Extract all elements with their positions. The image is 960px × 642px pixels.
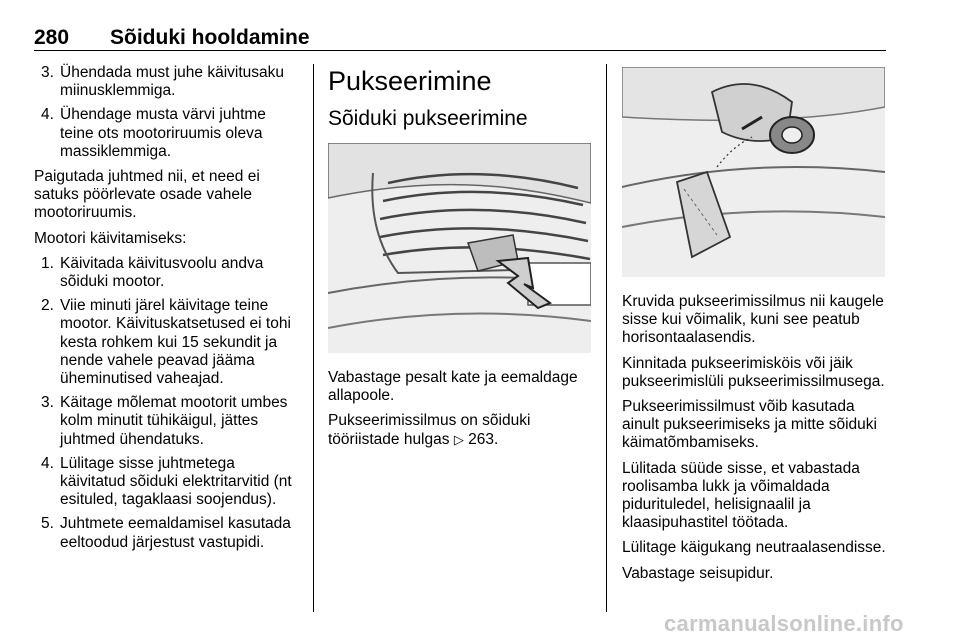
column-divider-2 — [606, 64, 607, 612]
running-title: Sõiduki hooldamine — [110, 26, 310, 49]
paragraph: Mootori käivitamiseks: — [34, 229, 187, 247]
paragraph: Vabastage pesalt kate ja eemaldage allapoole. — [328, 369, 578, 405]
start-engine-steps-list — [34, 255, 302, 552]
page-header — [34, 26, 886, 51]
column-1 — [34, 64, 302, 559]
cable-steps-list — [34, 64, 302, 161]
list-item: 1. Käivitada käivitusvoolu andva sõiduki mootor. — [41, 254, 264, 291]
paragraph: Pukseerimissilmust võib kasutada ainult pukseerimiseks ja mitte sõiduki käimatõmbamiseks. — [622, 398, 877, 452]
towing-eye-illustration — [622, 67, 885, 277]
column-3 — [622, 64, 888, 590]
list-item: 5. Juhtmete eemaldamisel kasutada eeltoodud järjestust vastupidi. — [41, 515, 291, 551]
list-item: 3. Ühendada must juhe käivitusaku miinusklemmiga. — [41, 64, 285, 100]
column-2 — [328, 64, 594, 457]
list-item: 2. Viie minuti järel käivitage teine mootor. Käivituskatsetused ei tohi kesta rohkem kui 15 sekundit ja nende vahele peavad jääma üheminutised vaheajad. — [41, 297, 291, 388]
paragraph: Pukseerimissilmus on sõiduki tööriistade hulgas ▷ 263. — [328, 412, 531, 448]
paragraph: Kruvida pukseerimissilmus nii kaugele sisse kui võimalik, kuni see peatub horisontaalasendis. — [622, 293, 884, 347]
bumper-cover-illustration — [328, 143, 591, 353]
site-watermark: carmanualsonline.info — [664, 611, 904, 636]
subsection-heading: Sõiduki pukseerimine — [328, 107, 528, 130]
page-number: 280 — [34, 26, 70, 49]
list-item: 3. Käitage mõlemat mootorit umbes kolm minutit tühikäigul, jättes juhtmed ühendatuks. — [41, 394, 288, 448]
column-divider-1 — [313, 64, 314, 612]
paragraph: Lülitada süüde sisse, et vabastada roolisamba lukk ja võimaldada pidurituledel, helisignaalil ja klaasipuhastitel töötada. — [622, 459, 860, 532]
page-ref-arrow-icon: ▷ — [453, 432, 464, 448]
list-item: 4. Ühendage musta värvi juhtme teine ots mootoriruumis oleva massiklemmiga. — [41, 106, 266, 160]
section-heading: Pukseerimine — [328, 66, 492, 96]
paragraph: Paigutada juhtmed nii, et need ei satuks pöörlevate osade vahele mootoriruumis. — [34, 168, 260, 222]
paragraph: Kinnitada pukseerimisköis või jäik pukseerimislüli pukseerimissilmusega. — [622, 354, 885, 390]
paragraph: Vabastage seisupidur. — [622, 564, 774, 582]
page-reference[interactable]: 263. — [468, 430, 499, 448]
list-item: 4. Lülitage sisse juhtmetega käivitatud sõiduki elektritarvitid (nt esituled, tagaklaasi soojendus). — [41, 454, 292, 509]
paragraph: Lülitage käigukang neutraalasendisse. — [622, 539, 886, 557]
